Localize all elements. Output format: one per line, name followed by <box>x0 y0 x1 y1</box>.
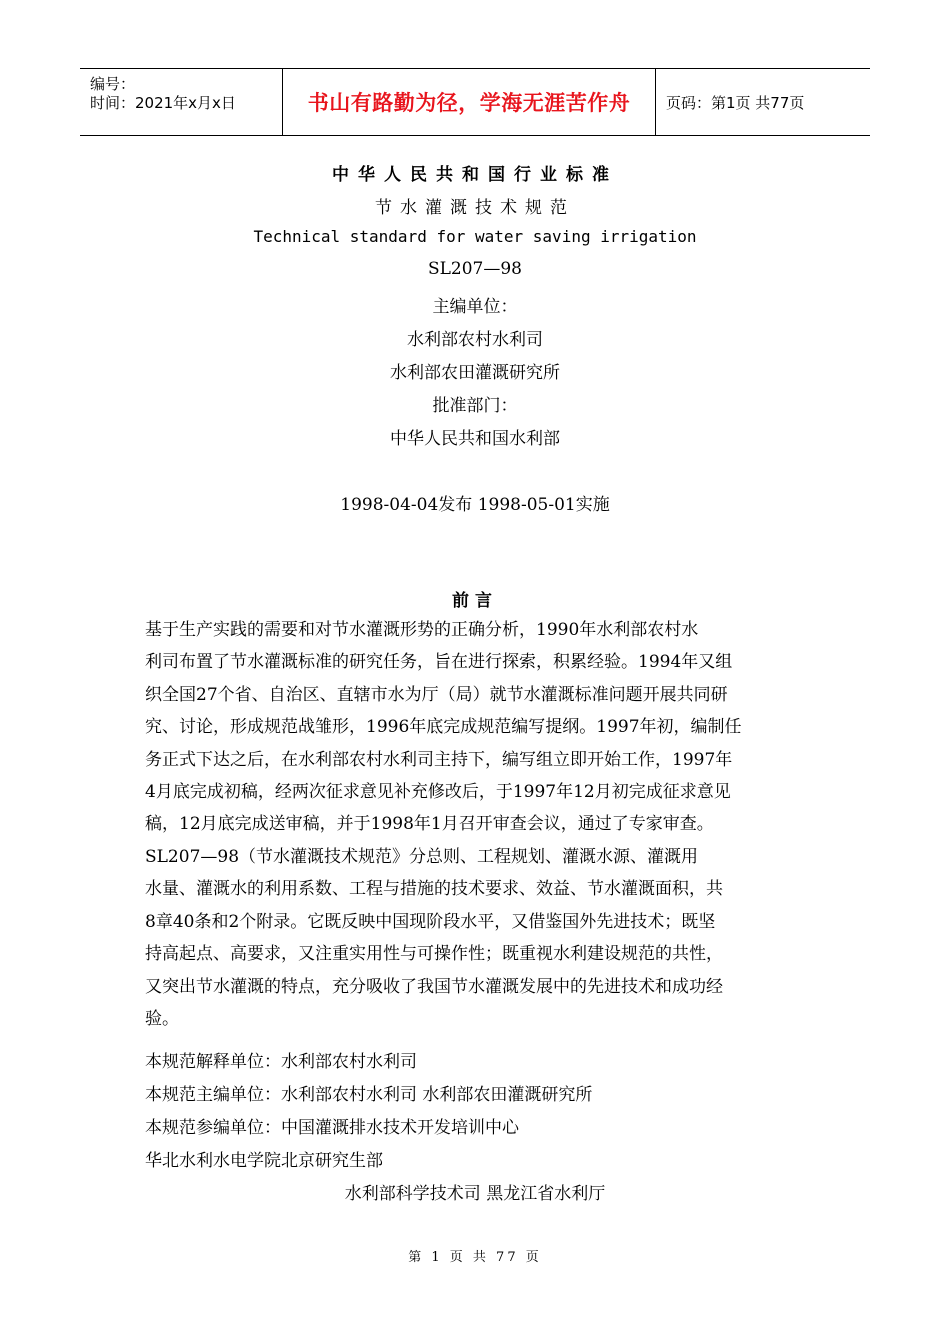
page-footer: 第 1 页 共 77 页 <box>408 1250 542 1265</box>
editor-label: 主编单位： <box>432 297 518 317</box>
document-title: 中华人民共和国行业标准 <box>332 165 618 185</box>
paragraph-line: 稿，12月底完成送审稿，并于1998年1月召开审查会议，通过了专家审查。 <box>145 814 714 835</box>
chief-editor-units: 本规范主编单位：水利部农村水利司 水利部农田灌溉研究所 <box>145 1085 593 1105</box>
header-motto: 书山有路勤为径，学海无涯苦作舟 <box>283 69 656 135</box>
header-table <box>80 68 870 136</box>
paragraph-line: SL207—98（节水灌溉技术规范》分总则、工程规划、灌溉水源、灌溉用 <box>145 847 699 867</box>
participating-unit-3: 水利部科学技术司 黑龙江省水利厅 <box>344 1184 606 1204</box>
document-subtitle: 节水灌溉技术规范 <box>375 198 575 218</box>
editor-unit-1: 水利部农村水利司 <box>407 330 543 350</box>
paragraph-line: 务正式下达之后，在水利部农村水利司主持下，编写组立即开始工作，1997年 <box>145 749 733 770</box>
paragraph-line: 织全国27个省、自治区、直辖市水为厅（局）就节水灌溉标准问题开展共同研 <box>145 684 728 705</box>
paragraph-line: 又突出节水灌溉的特点，充分吸收了我国节水灌溉发展中的先进技术和成功经 <box>145 976 723 997</box>
header-page-info: 页码：第1页 共77页 <box>666 93 805 112</box>
english-title: Technical standard for water saving irrigation <box>253 227 697 246</box>
publish-dates: 1998-04-04发布 1998-05-01实施 <box>340 495 610 515</box>
paragraph-line: 验。 <box>145 1009 179 1030</box>
time-label: 时间：2021年x月x日 <box>90 94 236 112</box>
interpretation-unit: 本规范解释单位：水利部农村水利司 <box>145 1052 417 1072</box>
paragraph-line: 基于生产实践的需要和对节水灌溉形势的正确分析，1990年水利部农村水 <box>145 620 699 640</box>
number-label: 编号： <box>90 75 136 93</box>
header-meta-cell <box>80 69 283 135</box>
standard-code: SL207—98 <box>427 259 522 279</box>
approver-label: 批准部门： <box>432 396 518 416</box>
participating-unit-1: 本规范参编单位：中国灌溉排水技术开发培训中心 <box>145 1118 519 1138</box>
paragraph-line: 持高起点、高要求，又注重实用性与可操作性；既重视水利建设规范的共性， <box>145 944 723 965</box>
paragraph-line: 4月底完成初稿，经两次征求意见补充修改后，于1997年12月初完成征求意见 <box>145 782 731 803</box>
editor-unit-2: 水利部农田灌溉研究所 <box>390 363 560 383</box>
paragraph-line: 利司布置了节水灌溉标准的研究任务，旨在进行探索，积累经验。1994年又组 <box>145 652 733 673</box>
foreword-paragraph-1 <box>145 614 810 841</box>
approver-unit: 中华人民共和国水利部 <box>390 429 560 449</box>
foreword-paragraph-2 <box>145 841 810 1035</box>
participating-unit-2: 华北水利水电学院北京研究生部 <box>145 1151 383 1171</box>
foreword-heading: 前言 <box>452 591 498 611</box>
paragraph-line: 究、讨论，形成规范战雏形，1996年底完成规范编写提纲。1997年初，编制任 <box>145 717 742 738</box>
paragraph-line: 8章40条和2个附录。它既反映中国现阶段水平，又借鉴国外先进技术；既坚 <box>145 911 716 932</box>
paragraph-line: 水量、灌溉水的利用系数、工程与措施的技术要求、效益、节水灌溉面积，共 <box>145 879 723 900</box>
